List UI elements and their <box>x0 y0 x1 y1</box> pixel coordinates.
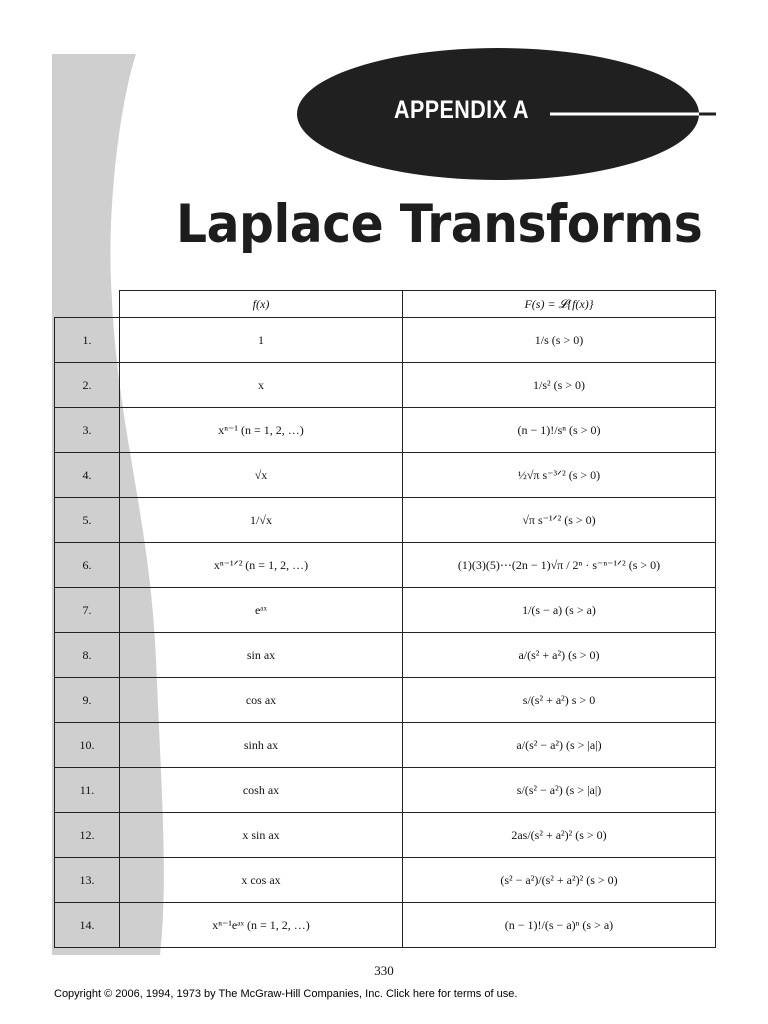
page-title: Laplace Transforms <box>176 194 703 255</box>
row-number: 3. <box>55 408 120 453</box>
row-number: 12. <box>55 813 120 858</box>
row-number: 9. <box>55 678 120 723</box>
row-Fs: 2as/(s² + a²)² (s > 0) <box>403 813 716 858</box>
row-number: 2. <box>55 363 120 408</box>
row-number: 1. <box>55 318 120 363</box>
table-row <box>55 633 716 678</box>
row-number: 11. <box>55 768 120 813</box>
row-fx: √x <box>120 453 403 498</box>
table-header-row <box>55 291 716 318</box>
row-number: 7. <box>55 588 120 633</box>
row-fx: sin ax <box>120 633 403 678</box>
row-fx: x <box>120 363 403 408</box>
row-fx: xⁿ⁻¹ᐟ² (n = 1, 2, …) <box>120 543 403 588</box>
table-row <box>55 363 716 408</box>
table-row <box>55 813 716 858</box>
row-number: 5. <box>55 498 120 543</box>
header-corner <box>55 291 120 318</box>
row-number: 6. <box>55 543 120 588</box>
table-row <box>55 858 716 903</box>
table-row <box>55 498 716 543</box>
table-row <box>55 723 716 768</box>
row-Fs: s/(s² − a²) (s > |a|) <box>403 768 716 813</box>
row-Fs: (n − 1)!/sⁿ (s > 0) <box>403 408 716 453</box>
row-number: 14. <box>55 903 120 948</box>
row-fx: xⁿ⁻¹eᵃˣ (n = 1, 2, …) <box>120 903 403 948</box>
row-fx: cos ax <box>120 678 403 723</box>
row-Fs: 1/(s − a) (s > a) <box>403 588 716 633</box>
table-row <box>55 678 716 723</box>
row-number: 8. <box>55 633 120 678</box>
row-fx: xⁿ⁻¹ (n = 1, 2, …) <box>120 408 403 453</box>
row-fx: x sin ax <box>120 813 403 858</box>
table-row <box>55 318 716 363</box>
copyright-link[interactable]: Copyright © 2006, 1994, 1973 by The McGraw-Hill Companies, Inc. Click here for terms of use. <box>54 988 518 1000</box>
row-Fs: √π s⁻¹ᐟ² (s > 0) <box>403 498 716 543</box>
header-Fs: F(s) = 𝓛{f(x)} <box>403 291 716 318</box>
row-number: 10. <box>55 723 120 768</box>
row-Fs: s/(s² + a²) s > 0 <box>403 678 716 723</box>
header-fx: f(x) <box>120 291 403 318</box>
appendix-label: APPENDIX A <box>394 96 529 124</box>
row-Fs: (s² − a²)/(s² + a²)² (s > 0) <box>403 858 716 903</box>
table-row <box>55 768 716 813</box>
row-fx: eᵃˣ <box>120 588 403 633</box>
row-fx: sinh ax <box>120 723 403 768</box>
row-Fs: ½√π s⁻³ᐟ² (s > 0) <box>403 453 716 498</box>
row-fx: 1 <box>120 318 403 363</box>
row-Fs: a/(s² − a²) (s > |a|) <box>403 723 716 768</box>
row-Fs: 1/s² (s > 0) <box>403 363 716 408</box>
table-row <box>55 543 716 588</box>
row-fx: 1/√x <box>120 498 403 543</box>
table-row <box>55 453 716 498</box>
table-row <box>55 588 716 633</box>
page-number: 330 <box>374 963 394 978</box>
row-fx: x cos ax <box>120 858 403 903</box>
row-Fs: a/(s² + a²) (s > 0) <box>403 633 716 678</box>
row-fx: cosh ax <box>120 768 403 813</box>
table-row <box>55 408 716 453</box>
table-row <box>55 903 716 948</box>
row-number: 4. <box>55 453 120 498</box>
row-number: 13. <box>55 858 120 903</box>
row-Fs: (1)(3)(5)⋯(2n − 1)√π / 2ⁿ · s⁻ⁿ⁻¹ᐟ² (s > 0) <box>403 543 716 588</box>
row-Fs: (n − 1)!/(s − a)ⁿ (s > a) <box>403 903 716 948</box>
row-Fs: 1/s (s > 0) <box>403 318 716 363</box>
laplace-table <box>54 290 716 948</box>
